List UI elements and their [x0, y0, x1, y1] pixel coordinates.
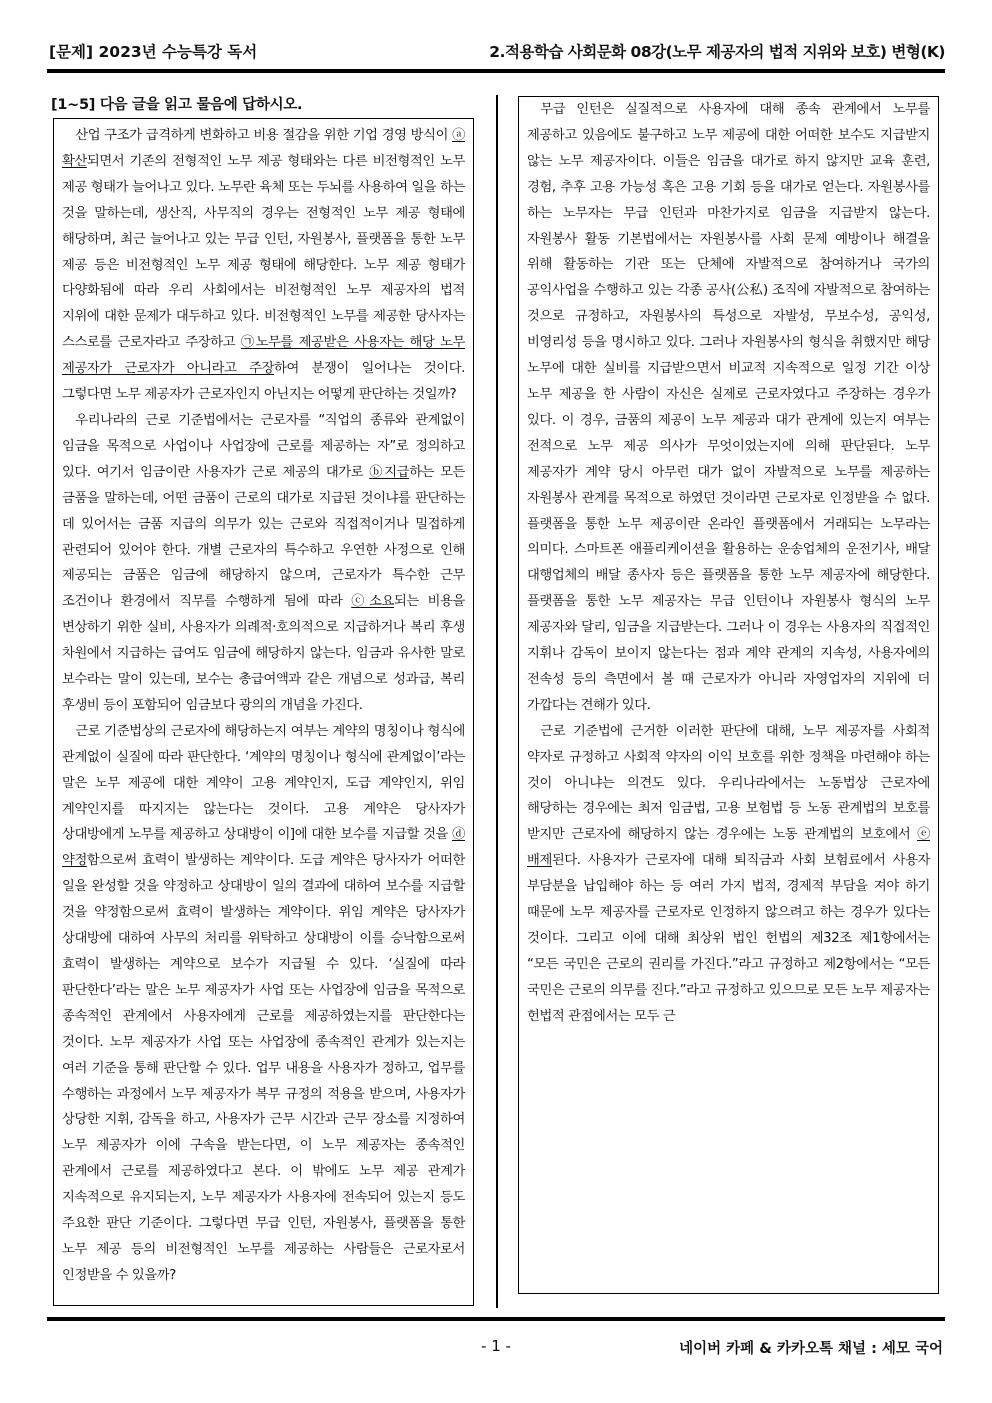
passage-box-left: [53, 118, 474, 1306]
passage-paragraph-5: 근로 기준법에 근거한 이러한 판단에 대해, 노무 제공자를 사회적 약자로 규정하고 사회적 약자의 이익 보호를 위한 정책을 마련해야 하는 것이 아니냐는 의견도 있다. 우리나라에서는 노동법상 근로자에 해당하는 경우에는 최저 임금법, 고용 보험법 등 노동 관계법의 보호를 받지만 근로자에 해당하지 않는 경우에는 노동 관계법의 보호에서 ⓔ배제된다. 사용자가 근로자에 대해 퇴직금과 사회 보험료에서 사용자 부담분을 납입해야 하는 등 여러 가지 법적, 경제적 부담을 져야 하기 때문에 노무 제공자를 근로자로 인정하지 않으려고 하는 경우가 있다는 것이다. 그리고 이에 대해 최상위 법인 헌법의 제32조 제1항에서는 “모든 국민은 근로의 권리를 가진다.”라고 규정하고 제2항에서는 “모든 국민은 근로의 의무를 진다.”라고 규정하고 있으므로 모든 노무 제공자는 헌법적 관점에서는 모두 근: [527, 723, 930, 1024]
header-title: [문제] 2023년 수능특강 독서: [49, 43, 258, 61]
mark-a: ⓐ확산: [62, 128, 465, 169]
passage-box-right: [518, 96, 939, 1294]
mark-d: ⓓ약정: [62, 827, 465, 869]
question-instruction: [1~5] 다음 글을 읽고 물음에 답하시오.: [51, 97, 303, 113]
header-lesson: 2.적용학습 사회문화 08강(노무 제공자의 법적 지위와 보호) 변형(K): [489, 43, 945, 61]
passage-paragraph-3: 근로 기준법상의 근로자에 해당하는지 여부는 계약의 명칭이나 형식에 관계없이 실질에 따라 판단한다. ‘계약의 명칭이나 형식에 관계없이’라는 말은 노무 제공에 대한 계약이 고용 계약인지, 도급 계약인지, 위임 계약인지를 따지지는 않는다는 것이다. 고용 계약은 당사자가 상대방에게 노무를 제공하고 상대방이 이]에 대한 보수를 지급할 것을 ⓓ약정함으로써 효력이 발생하는 계약이다. 도급 계약은 당사자가 어떠한 일을 완성할 것을 약정하고 상대방이 일의 결과에 대하여 보수를 지급할 것을 약정함으로써 효력이 발생하는 계약이다. 위임 계약은 당사자가 상대방에 대하여 사무의 처리를 위탁하고 상대방이 이를 승낙함으로써 효력이 발생하는 계약으로 보수가 지급될 수 있다. ‘실질에 따라 판단한다’라는 말은 노무 제공자가 사업 또는 사업장에 임금을 목적으로 종속적인 관계에서 사용자에게 근로를 제공하였는지를 판단한다는 것이다. 노무 제공자가 사업 또는 사업장에 종속적인 관계가 있는지는 여러 기준을 통해 판단할 수 있다. 업무 내용을 사용자가 정하고, 업무를 수행하는 과정에서 노무 제공자가 복무 규정의 적용을 받으며, 사용자가 상당한 지휘, 감독을 하고, 사용자가 근무 시간과 근무 장소를 지정하여 노무 제공자가 이에 구속을 받는다면, 이 노무 제공자는 종속적인 관계에서 근로를 제공하였다고 본다. 이 밖에도 노무 제공 관계가 지속적으로 유지되는지, 노무 제공자가 사용자에 전속되어 있는지 등도 주요한 판단 기준이다. 그렇다면 무급 인턴, 자원봉사, 플랫폼을 통한 노무 제공 등의 비전형적인 노무를 제공하는 사람들은 근로자로서 인정받을 수 있을까?: [62, 723, 465, 1283]
page-number: - 1 -: [481, 1337, 511, 1355]
mark-e: ⓔ배제: [527, 827, 930, 869]
passage-paragraph-2: 우리나라의 근로 기준법에서는 근로자를 “직업의 종류와 관계없이 임금을 목적으로 사업이나 사업장에 근로를 제공하는 자”로 정의하고 있다. 여기서 임금이란 사용자가 근로 제공의 대가로 ⓑ지급하는 모든 금품을 말하는데, 어떤 금품이 근로의 대가로 지급된 것이냐를 판단하는 데 있어서는 금품 지급의 의무가 있는 근로와 직접적이거나 밀접하게 관련되어 있어야 한다. 개별 근로자의 특수하고 우연한 사정으로 인해 제공되는 금품은 임금에 해당하지 않으며, 근로자가 특수한 근무 조건이나 환경에서 직무를 수행하게 됨에 따라 ⓒ소요되는 비용을 변상하기 위한 실비, 사용자가 의례적·호의적으로 지급하거나 복리 후생 차원에서 지급하는 급여도 임금에 해당하지 않는다. 임금과 유사한 말로 보수라는 말이 있는데, 보수는 총급여액과 같은 개념으로 성과급, 복리 후생비 등이 포함되어 임금보다 광의의 개념을 가진다.: [62, 412, 465, 713]
column-divider: [496, 95, 498, 1308]
mark-c: ⓒ소요: [351, 594, 394, 610]
passage-paragraph-1: 산업 구조가 급격하게 변화하고 비용 절감을 위한 기업 경영 방식이 ⓐ확산되면서 기존의 전형적인 노무 제공 형태와는 다른 비전형적인 노무 제공 형태가 늘어나고 있다. 노무란 육체 또는 두뇌를 사용하여 일을 하는 것을 말하는데, 생산직, 사무직의 경우는 전형적인 노무 제공 형태에 해당하며, 최근 늘어나고 있는 무급 인턴, 자원봉사, 플랫폼을 통한 노무 제공 등은 비전형적인 노무 제공 형태에 해당한다. 노무 제공 형태가 다양화됨에 따라 우리 사회에서는 비전형적인 노무 제공자의 법적 지위에 대한 문제가 대두하고 있다. 비전형적인 노무를 제공한 당사자는 스스로를 근로자라고 주장하고 ㉠노무를 제공받은 사용자는 해당 노무 제공자가 근로자가 아니라고 주장하여 분쟁이 일어나는 것이다. 그렇다면 노무 제공자가 근로자인지 아닌지는 어떻게 판단하는 것일까?: [62, 128, 465, 403]
passage-paragraph-4: 무급 인턴은 실질적으로 사용자에 대해 종속 관계에서 노무를 제공하고 있음에도 불구하고 노무 제공에 대한 어떠한 보수도 지급받지 않는 노무 제공자이다. 이들은 임금을 대가로 하지 않지만 교육 훈련, 경험, 추후 고용 가능성 혹은 고용 기회 등을 대가로 얻는다. 자원봉사를 하는 노무자는 무급 인턴과 마찬가지로 임금을 지급받지 않는다. 자원봉사 활동 기본법에서는 자원봉사를 사회 문제 예방이나 해결을 위해 활동하는 기관 또는 단체에 자발적으로 참여하거나 국가의 공익사업을 수행하고 있는 각종 공사(公私) 조직에 자발적으로 참여하는 것으로 규정하고, 자원봉사의 특성으로 자발성, 무보수성, 공익성, 비영리성 등을 명시하고 있다. 그러나 자원봉사의 형식을 취했지만 해당 노무에 대한 실비를 지급받으면서 비교적 지속적으로 일정 기간 이상 노무 제공을 한 사람이 자신은 실제로 근로자였다고 주장하는 경우가 있다. 이 경우, 금품의 제공이 노무 제공과 대가 관계에 있는지 여부는 전적으로 노무 제공 의사가 무엇이었는지에 의해 판단된다. 노무 제공자가 계약 당시 아무런 대가 없이 자발적으로 노무를 제공하는 자원봉사 관계를 목적으로 하였던 것이라면 근로자로 인정받을 수 없다. 플랫폼을 통한 노무 제공이란 온라인 플랫폼에서 거래되는 노무라는 의미다. 스마트폰 애플리케이션을 활용하는 운송업체의 운전기사, 배달 대행업체의 배달 종사자 등은 플랫폼을 통한 노무 제공자에 해당한다. 플랫폼을 통한 노무 제공자는 무급 인턴이나 자원봉사 형식의 노무 제공자와 달리, 임금을 지급받는다. 그러나 이 경우는 사용자의 직접적인 지휘나 감독이 보이지 않는다는 점과 계약 관계의 지속성, 사용자에의 전속성 등의 측면에서 볼 때 근로자가 아니라 자영업자의 지위에 더 가깝다는 견해가 있다.: [527, 102, 930, 713]
target-phrase: ㉠노무를 제공받은 사용자는 해당 노무 제공자가 근로자가 아니라고 주장: [62, 335, 465, 377]
mark-b: ⓑ지급: [369, 464, 410, 480]
header-rule: [47, 69, 945, 73]
footer-brand: 네이버 카페 & 카카오톡 채널 : 세모 국어: [679, 1341, 943, 1357]
footer-rule: [47, 1317, 945, 1321]
